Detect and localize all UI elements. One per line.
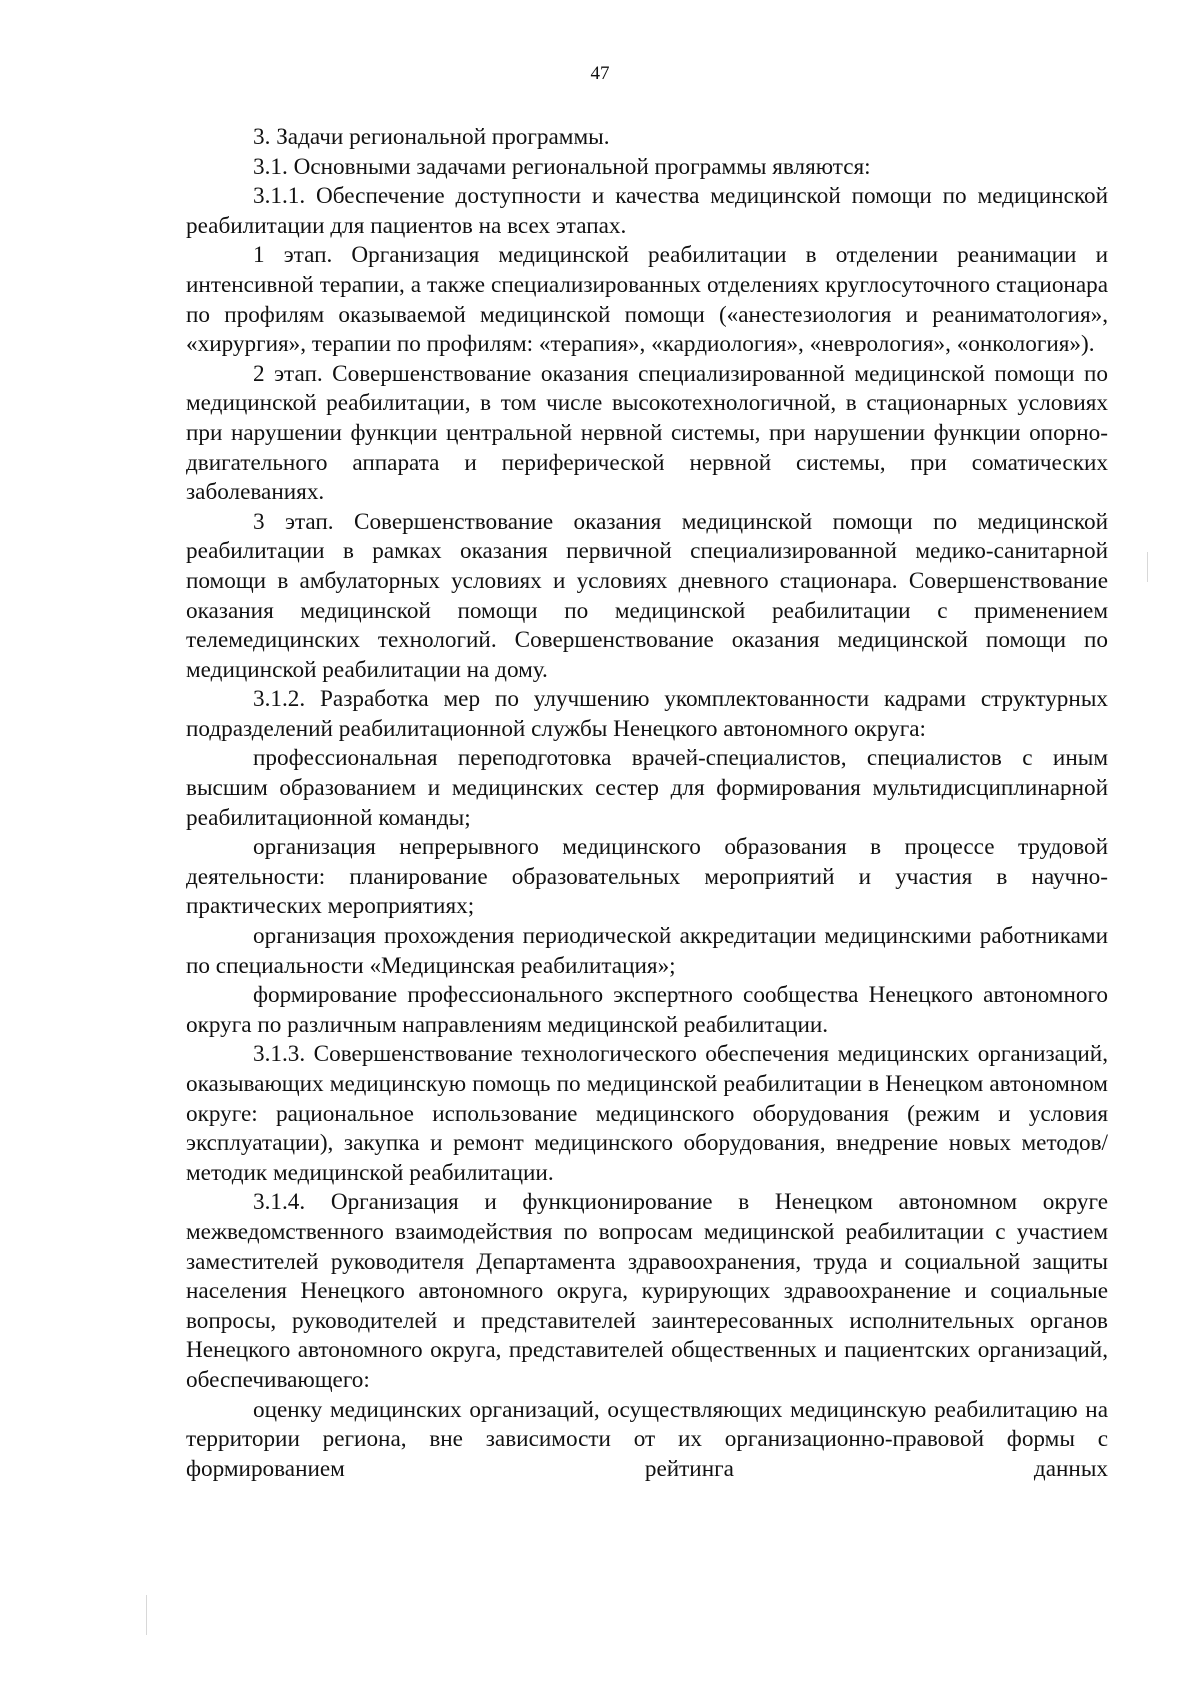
paragraph: 3.1.1. Обеспечение доступности и качества медицинской помощи по медицинской реабилитации для пациентов на всех этапах. [186,183,1108,239]
paragraph: 3.1.4. Организация и функционирование в Ненецком автономном округе межведомственного взаимодействия по вопросам медицинской реабилитации с участием заместителей руководителя Департамента здравоохранения, труда и социальной защиты населения Ненецкого автономного округа, курирующих здравоохранение и социальные вопросы, руководителей и представителей заинтересованных исполнительных органов Ненецкого автономного округа, представителей общественных и пациентских организаций, обеспечивающего: [186,1189,1108,1393]
list-item: профессиональная переподготовка врачей-специалистов, специалистов с иным высшим образованием и медицинских сестер для формирования мультидисциплинарной реабилитационной команды; [186,745,1108,831]
list-item: организация прохождения периодической аккредитации медицинскими работниками по специальности «Медицинская реабилитация»; [186,923,1108,979]
list-item: организация непрерывного медицинского образования в процессе трудовой деятельности: планирование образовательных мероприятий и участия в научно-практических мероприятиях; [186,834,1108,920]
scan-mark [1147,552,1148,582]
paragraph: 3 этап. Совершенствование оказания медицинской помощи по медицинской реабилитации в рамках оказания первичной специализированной медико-санитарной помощи в амбулаторных условиях и условиях дневного стационара. Совершенствование оказания медицинской помощи по медицинской реабилитации с применением телемедицинских технологий. Совершенствование оказания медицинской помощи по медицинской реабилитации на дому. [186,508,1108,683]
paragraph: 1 этап. Организация медицинской реабилитации в отделении реанимации и интенсивной терапии, а также специализированных отделениях круглосуточного стационара по профилям оказываемой медицинской помощи («анестезиология и реаниматология», «хирургия», терапии по профилям: «терапия», «кардиология», «неврология», «онкология»). [186,242,1108,358]
paragraph: 3.1.2. Разработка мер по улучшению укомплектованности кадрами структурных подразделений реабилитационной службы Ненецкого автономного округа: [186,686,1108,742]
document-body [186,123,1108,1484]
section-heading: 3. Задачи региональной программы. [253,124,610,150]
page-number: 47 [590,63,610,84]
scan-mark [146,1595,147,1635]
paragraph: 3.1. Основными задачами региональной программы являются: [253,153,871,180]
paragraph: 2 этап. Совершенствование оказания специализированной медицинской помощи по медицинской реабилитации, в том числе высокотехнологичной, в стационарных условиях при нарушении функции центральной нервной системы, при нарушении функции опорно-двигательного аппарата и периферической нервной системы, при соматических заболеваниях. [186,360,1108,506]
paragraph: 3.1.3. Совершенствование технологического обеспечения медицинских организаций, оказывающих медицинскую помощь по медицинской реабилитации в Ненецком автономном округе: рациональное использование медицинского оборудования (режим и условия эксплуатации), закупка и ремонт медицинского оборудования, внедрение новых методов/методик медицинской реабилитации. [186,1041,1108,1186]
list-item: оценку медицинских организаций, осуществляющих медицинскую реабилитацию на территории региона, вне зависимости от их организационно-правовой формы с формированием рейтинга данных [186,1396,1108,1482]
list-item: формирование профессионального экспертного сообщества Ненецкого автономного округа по различным направлениям медицинской реабилитации. [186,982,1108,1038]
